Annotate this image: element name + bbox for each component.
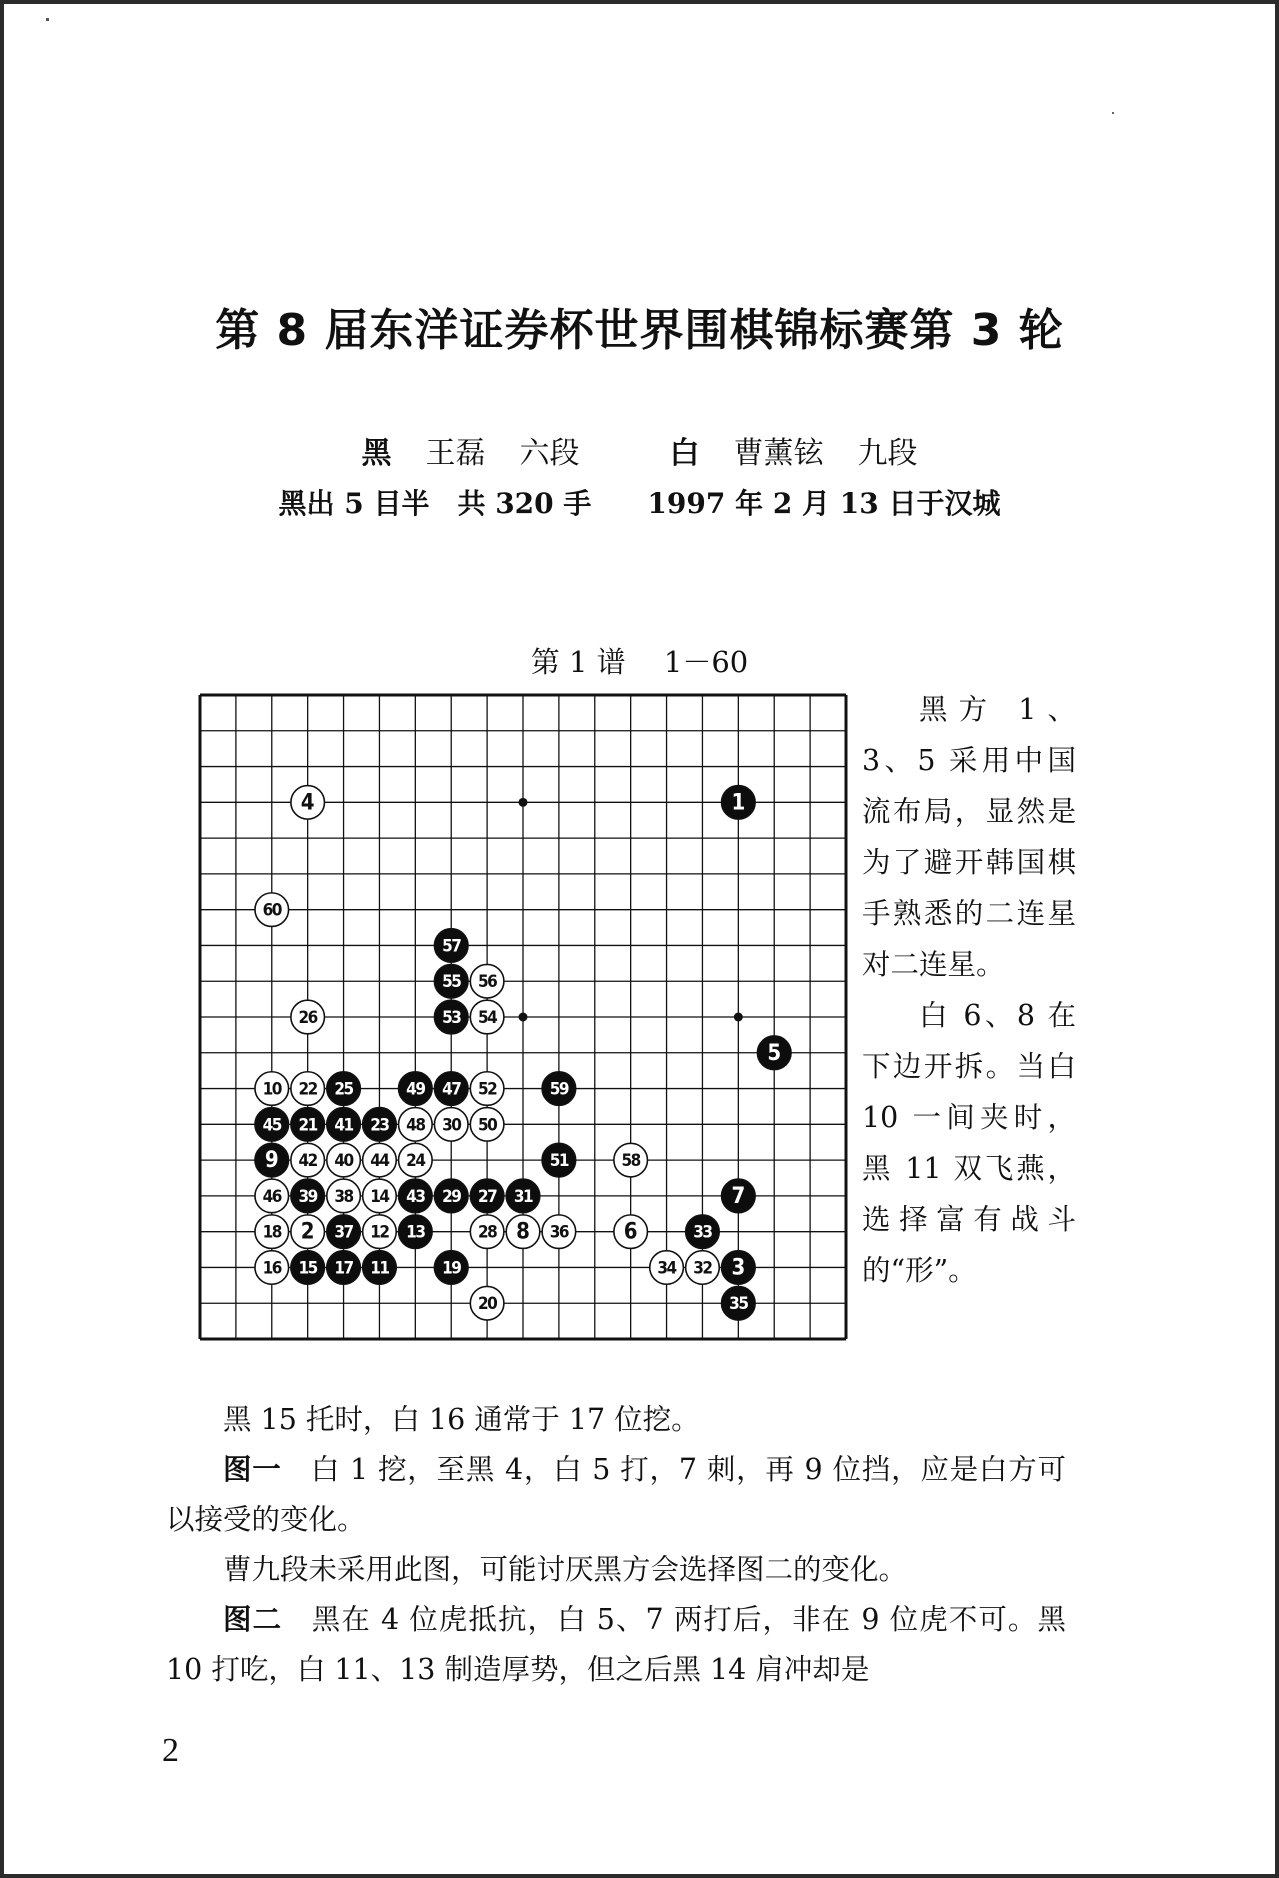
stone-number: 41 [334, 1115, 353, 1136]
white-stone-14 [363, 1179, 397, 1213]
white-stone-24 [399, 1143, 433, 1177]
white-stone-16 [255, 1251, 289, 1285]
hoshi-point [519, 798, 528, 807]
stone-number: 7 [731, 1183, 746, 1209]
black-stone-47 [434, 1072, 468, 1106]
stone-number: 38 [334, 1186, 353, 1207]
figure-label: 图二 [223, 1603, 283, 1636]
stone-number: 4 [300, 790, 315, 816]
black-stone-55 [434, 964, 468, 998]
black-stone-25 [327, 1072, 361, 1106]
go-board-diagram [192, 687, 855, 1347]
black-stone-1 [722, 786, 756, 820]
white-stone-50 [470, 1108, 504, 1142]
black-stone-13 [399, 1215, 433, 1249]
stone-number: 36 [549, 1222, 569, 1243]
stone-number: 39 [298, 1186, 317, 1207]
black-stone-41 [327, 1108, 361, 1142]
black-player-name: 王磊 [425, 436, 486, 471]
body-paragraph [166, 1595, 1066, 1695]
white-stone-26 [291, 1000, 325, 1034]
stone-number: 40 [334, 1151, 353, 1172]
black-stone-3 [722, 1251, 756, 1285]
stone-number: 32 [693, 1258, 712, 1279]
stone-number: 25 [334, 1079, 353, 1100]
black-stone-39 [291, 1179, 325, 1213]
stone-number: 13 [406, 1222, 425, 1243]
white-stone-58 [614, 1143, 648, 1177]
stone-number: 51 [549, 1151, 569, 1172]
stone-number: 12 [370, 1222, 389, 1243]
black-stone-49 [399, 1072, 433, 1106]
black-stone-57 [434, 929, 468, 963]
stone-number: 53 [442, 1008, 461, 1028]
white-stone-22 [291, 1072, 325, 1106]
stone-number: 22 [298, 1079, 317, 1100]
black-stone-35 [722, 1286, 756, 1320]
black-stone-37 [327, 1215, 361, 1249]
black-player-rank: 六段 [519, 436, 580, 471]
stone-number: 21 [298, 1115, 317, 1136]
stone-number: 58 [621, 1151, 640, 1172]
white-stone-12 [363, 1215, 397, 1249]
white-stone-30 [434, 1108, 468, 1142]
black-stone-27 [470, 1179, 504, 1213]
stone-number: 47 [442, 1079, 461, 1100]
black-stone-45 [255, 1108, 289, 1142]
figure-text: 白 1 挖，至黑 4，白 5 打，7 刺，再 9 位挡，应是白方可以接受的变化。 [166, 1453, 1066, 1536]
page-title: 第 8 届东洋证券杯世界围棋锦标赛第 3 轮 [215, 305, 1064, 356]
black-stone-29 [434, 1179, 468, 1213]
white-stone-40 [327, 1143, 361, 1177]
stone-number: 10 [262, 1079, 281, 1100]
stone-number: 2 [300, 1219, 315, 1245]
stone-number: 43 [406, 1186, 425, 1207]
white-stone-46 [255, 1179, 289, 1213]
stone-number: 3 [731, 1255, 746, 1281]
stone-number: 50 [477, 1115, 497, 1136]
stone-number: 44 [370, 1151, 389, 1172]
white-stone-34 [650, 1251, 684, 1285]
stone-number: 20 [477, 1294, 497, 1315]
white-stone-56 [470, 964, 504, 998]
stone-number: 28 [477, 1222, 497, 1243]
figure-label: 图一 [223, 1453, 282, 1486]
white-stone-6 [614, 1215, 648, 1249]
white-stone-32 [686, 1251, 720, 1285]
black-stone-21 [291, 1108, 325, 1142]
black-stone-23 [363, 1108, 397, 1142]
white-stone-42 [291, 1143, 325, 1177]
white-stone-20 [470, 1286, 504, 1320]
stone-number: 26 [298, 1008, 317, 1028]
black-stone-51 [542, 1143, 576, 1177]
body-paragraph: 黑 15 托时，白 16 通常于 17 位挖。 [223, 1403, 700, 1436]
black-stone-9 [255, 1143, 289, 1177]
stone-number: 9 [264, 1148, 279, 1174]
stone-number: 55 [442, 972, 461, 993]
side-commentary [862, 684, 1076, 1296]
stone-number: 42 [298, 1151, 317, 1172]
black-stone-15 [291, 1251, 325, 1285]
black-stone-31 [506, 1179, 540, 1213]
white-stone-2 [291, 1215, 325, 1249]
stone-number: 30 [442, 1115, 461, 1136]
players-line [4, 428, 1275, 472]
white-stone-48 [399, 1108, 433, 1142]
stone-number: 34 [657, 1258, 676, 1279]
black-label: 黑 [361, 436, 392, 471]
stone-number: 17 [334, 1258, 353, 1279]
stone-number: 1 [731, 790, 746, 816]
scan-speck [1112, 112, 1114, 114]
white-stone-18 [255, 1215, 289, 1249]
white-stone-28 [470, 1215, 504, 1249]
game-info: 黑出 5 目半 共 320 手 1997 年 2 月 13 日于汉城 [278, 487, 1001, 520]
stone-number: 60 [262, 900, 281, 921]
stone-number: 35 [729, 1294, 748, 1315]
stone-number: 49 [406, 1079, 425, 1100]
side-paragraph: 白 6、8 在下边开拆。当白 10 一间夹时，黑 11 双飞燕，选择富有战斗的“形”。 [862, 999, 1076, 1287]
stone-number: 15 [298, 1258, 317, 1279]
black-stone-33 [686, 1215, 720, 1249]
stone-number: 18 [262, 1222, 281, 1243]
black-stone-5 [757, 1036, 791, 1070]
white-stone-60 [255, 893, 289, 927]
stone-number: 48 [406, 1115, 425, 1136]
white-player-rank: 九段 [857, 436, 918, 471]
stone-number: 8 [516, 1219, 530, 1245]
black-stone-53 [434, 1000, 468, 1034]
white-player-name: 曹薰铉 [733, 436, 824, 471]
white-label: 白 [669, 436, 700, 471]
stone-number: 24 [406, 1151, 425, 1172]
stone-number: 56 [477, 972, 497, 993]
white-stone-52 [470, 1072, 504, 1106]
body-paragraph: 曹九段未采用此图，可能讨厌黑方会选择图二的变化。 [223, 1553, 908, 1586]
page-number: 2 [162, 1732, 179, 1769]
white-stone-36 [542, 1215, 576, 1249]
white-stone-54 [470, 1000, 504, 1034]
figure-text: 黑在 4 位虎抵抗，白 5、7 两打后，非在 9 位虎不可。黑 10 打吃，白 11、13 制造厚势，但之后黑 14 肩冲却是 [166, 1603, 1066, 1686]
body-text [166, 1395, 1066, 1695]
stone-number: 29 [442, 1186, 461, 1207]
black-stone-43 [399, 1179, 433, 1213]
stone-number: 23 [370, 1115, 389, 1136]
stone-number: 52 [477, 1079, 497, 1100]
white-stone-8 [506, 1215, 540, 1249]
stone-number: 6 [623, 1219, 638, 1245]
white-stone-10 [255, 1072, 289, 1106]
black-stone-59 [542, 1072, 576, 1106]
stone-number: 19 [442, 1258, 461, 1279]
stone-number: 11 [370, 1258, 389, 1279]
black-stone-11 [363, 1251, 397, 1285]
stone-number: 14 [370, 1186, 389, 1207]
stone-number: 33 [693, 1222, 712, 1243]
stone-number: 37 [334, 1222, 353, 1243]
stone-number: 54 [477, 1008, 497, 1028]
diagram-label: 第 1 谱 1－60 [530, 645, 749, 679]
white-stone-44 [363, 1143, 397, 1177]
white-stone-38 [327, 1179, 361, 1213]
stone-number: 46 [262, 1186, 281, 1207]
stone-number: 45 [262, 1115, 281, 1136]
black-stone-17 [327, 1251, 361, 1285]
body-paragraph [166, 1445, 1066, 1545]
stone-number: 57 [442, 936, 461, 957]
scan-speck [46, 18, 49, 21]
side-paragraph: 黑方 1、3、5 采用中国流布局，显然是为了避开韩国棋手熟悉的二连星对二连星。 [862, 693, 1076, 981]
hoshi-point [519, 1013, 528, 1022]
stone-number: 5 [767, 1040, 782, 1066]
white-stone-4 [291, 786, 325, 820]
black-stone-19 [434, 1251, 468, 1285]
stone-number: 27 [477, 1186, 497, 1207]
black-stone-7 [722, 1179, 756, 1213]
hoshi-point [734, 1013, 743, 1022]
stone-number: 16 [262, 1258, 281, 1279]
stone-number: 59 [549, 1079, 569, 1100]
stone-number: 31 [513, 1186, 533, 1207]
